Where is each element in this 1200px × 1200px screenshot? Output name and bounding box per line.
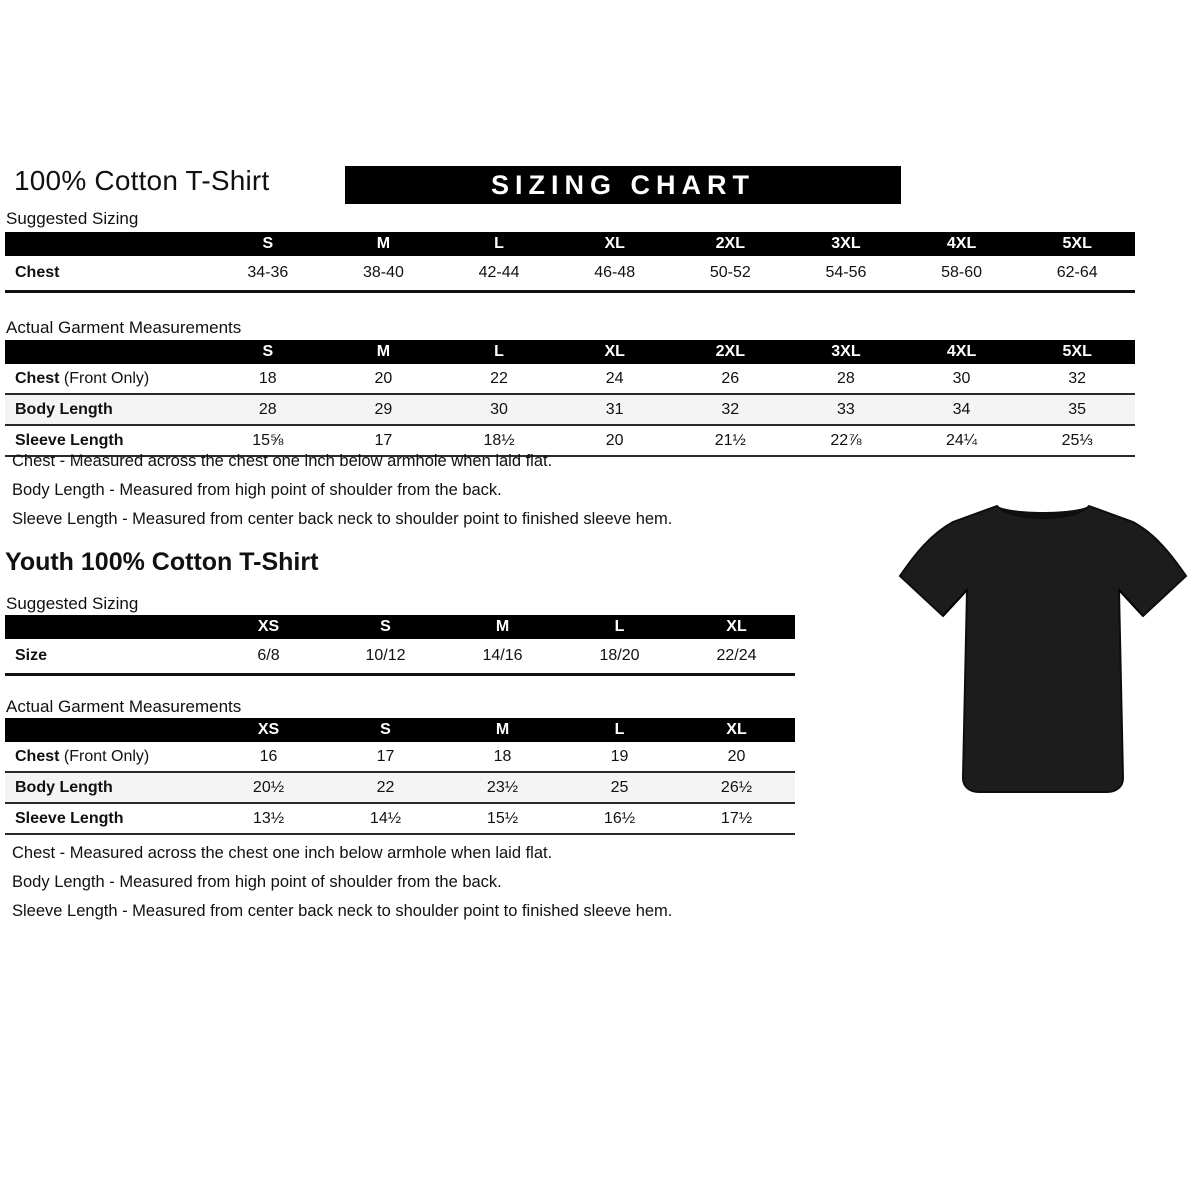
row-label-suffix: (Front Only)	[59, 369, 150, 387]
youth-title: Youth 100% Cotton T-Shirt	[5, 548, 319, 576]
row-label-text: Size	[15, 647, 48, 664]
size-cell: 15½	[486, 809, 519, 827]
column-header: 2XL	[673, 340, 789, 364]
size-cell: 30	[952, 369, 971, 387]
size-cell: 20½	[252, 778, 285, 796]
column-header: XS	[210, 718, 327, 742]
table-row-body-length	[5, 394, 1135, 425]
row-label	[5, 772, 210, 803]
column-header: M	[444, 615, 561, 639]
adult-suggested-label: Suggested Sizing	[6, 209, 139, 228]
size-cell: 30	[490, 400, 508, 418]
note-body-length: Body Length - Measured from high point of shoulder from the back.	[12, 481, 502, 499]
row-label-text: Chest	[15, 747, 60, 765]
size-cell: 14½	[369, 809, 402, 827]
size-cell: 19	[610, 747, 629, 765]
size-cell: 20	[374, 369, 393, 387]
size-cell: 33	[837, 400, 855, 418]
size-cell: 28	[258, 400, 277, 418]
size-cell: 18	[493, 747, 512, 765]
size-cell: 32	[1068, 369, 1087, 387]
adult-suggested-table-wrap	[5, 232, 1135, 293]
size-cell: 25	[610, 778, 629, 796]
note-chest: Chest - Measured across the chest one inch below armhole when laid flat.	[12, 452, 553, 470]
sizing-chart-banner: SIZING CHART	[345, 166, 901, 204]
youth-suggested-label: Suggested Sizing	[6, 594, 139, 613]
row-label-text: Body Length	[15, 400, 113, 418]
row-label-text: Sleeve Length	[15, 431, 124, 449]
youth-actual-table	[5, 718, 795, 835]
row-label-text: Chest	[15, 369, 60, 387]
column-header: L	[561, 615, 678, 639]
column-header: XL	[678, 718, 795, 742]
size-cell: 31	[605, 400, 624, 418]
column-header: 4XL	[904, 232, 1020, 256]
column-header: 2XL	[673, 232, 789, 256]
note-sleeve-length: Sleeve Length - Measured from center back neck to shoulder point to finished sleeve hem.	[12, 902, 673, 920]
size-cell: 6/8	[257, 647, 280, 664]
size-cell: 42-44	[478, 264, 520, 281]
adult-actual-table-wrap	[5, 340, 1135, 457]
column-header: S	[327, 718, 444, 742]
column-header: 3XL	[788, 340, 904, 364]
column-header: M	[444, 718, 561, 742]
size-cell: 58-60	[941, 264, 983, 281]
size-cell: 28	[837, 369, 855, 387]
note-sleeve-length: Sleeve Length - Measured from center back neck to shoulder point to finished sleeve hem.	[12, 510, 673, 528]
size-cell: 22	[376, 778, 395, 796]
adult-suggested-table	[5, 232, 1135, 293]
row-label	[5, 256, 210, 292]
size-cell: 32	[721, 400, 740, 418]
header-row	[5, 340, 1135, 364]
row-label	[5, 742, 210, 772]
header-blank	[5, 718, 210, 742]
size-cell: 15⅝	[252, 431, 284, 449]
column-header: S	[210, 232, 326, 256]
column-header: 5XL	[1019, 340, 1135, 364]
size-cell: 22/24	[716, 647, 757, 664]
size-cell: 22⅞	[830, 431, 862, 449]
note-body-length: Body Length - Measured from high point of shoulder from the back.	[12, 873, 502, 891]
row-label-text: Chest	[15, 264, 60, 281]
size-cell: 17	[374, 431, 393, 449]
youth-suggested-table-wrap	[5, 615, 795, 676]
row-label-suffix: (Front Only)	[59, 747, 150, 765]
youth-actual-label: Actual Garment Measurements	[6, 697, 242, 716]
header-row	[5, 718, 795, 742]
column-header: 4XL	[904, 340, 1020, 364]
column-header: S	[327, 615, 444, 639]
size-cell: 54-56	[825, 264, 867, 281]
size-cell: 25⅓	[1061, 431, 1093, 449]
youth-suggested-table	[5, 615, 795, 676]
size-cell: 26½	[720, 778, 753, 796]
table-row-size	[5, 639, 795, 675]
table-row-chest	[5, 256, 1135, 292]
size-cell: 38-40	[362, 264, 404, 281]
adult-actual-table	[5, 340, 1135, 457]
size-cell: 62-64	[1056, 264, 1098, 281]
column-header: XL	[678, 615, 795, 639]
size-cell: 14/16	[482, 647, 523, 664]
tshirt-graphic	[893, 478, 1193, 818]
adult-measurement-notes	[12, 452, 672, 539]
table-row-sleeve-length	[5, 803, 795, 834]
row-label	[5, 639, 210, 675]
header-row	[5, 615, 795, 639]
table-row-chest	[5, 364, 1135, 394]
size-cell: 50-52	[709, 264, 751, 281]
column-header: S	[210, 340, 326, 364]
size-cell: 23½	[486, 778, 519, 796]
size-cell: 16	[259, 747, 278, 765]
size-cell: 46-48	[594, 264, 636, 281]
size-cell: 13½	[252, 809, 285, 827]
size-cell: 17½	[720, 809, 753, 827]
size-cell: 21½	[714, 431, 746, 449]
table-row-chest	[5, 742, 795, 772]
size-cell: 26	[721, 369, 740, 387]
header-blank	[5, 615, 210, 639]
column-header: L	[561, 718, 678, 742]
column-header: L	[441, 340, 557, 364]
column-header: XL	[557, 340, 673, 364]
column-header: L	[441, 232, 557, 256]
size-cell: 29	[374, 400, 393, 418]
youth-measurement-notes	[12, 844, 672, 931]
row-label-text: Sleeve Length	[15, 809, 124, 827]
size-cell: 17	[376, 747, 395, 765]
row-label	[5, 803, 210, 834]
size-cell: 16½	[603, 809, 636, 827]
size-cell: 35	[1068, 400, 1087, 418]
header-blank	[5, 340, 210, 364]
size-cell: 10/12	[365, 647, 406, 664]
product-title: 100% Cotton T-Shirt	[14, 165, 270, 196]
row-label	[5, 364, 210, 394]
adult-actual-label: Actual Garment Measurements	[6, 318, 242, 337]
size-cell: 24¼	[945, 431, 978, 449]
row-label-text: Body Length	[15, 778, 113, 796]
row-label	[5, 394, 210, 425]
size-cell: 18	[258, 369, 277, 387]
size-cell: 20	[727, 747, 746, 765]
header-blank	[5, 232, 210, 256]
table-row-body-length	[5, 772, 795, 803]
column-header: M	[326, 340, 442, 364]
tshirt-image	[893, 478, 1193, 818]
note-chest: Chest - Measured across the chest one inch below armhole when laid flat.	[12, 844, 553, 862]
size-cell: 20	[605, 431, 624, 449]
size-cell: 22	[490, 369, 508, 387]
column-header: 3XL	[788, 232, 904, 256]
size-cell: 34	[952, 400, 971, 418]
column-header: XL	[557, 232, 673, 256]
size-cell: 34-36	[247, 264, 289, 281]
column-header: 5XL	[1019, 232, 1135, 256]
header-row	[5, 232, 1135, 256]
youth-actual-table-wrap	[5, 718, 795, 835]
size-cell: 24	[605, 369, 624, 387]
size-cell: 18/20	[599, 647, 640, 664]
size-cell: 18½	[483, 431, 515, 449]
column-header: XS	[210, 615, 327, 639]
column-header: M	[326, 232, 442, 256]
